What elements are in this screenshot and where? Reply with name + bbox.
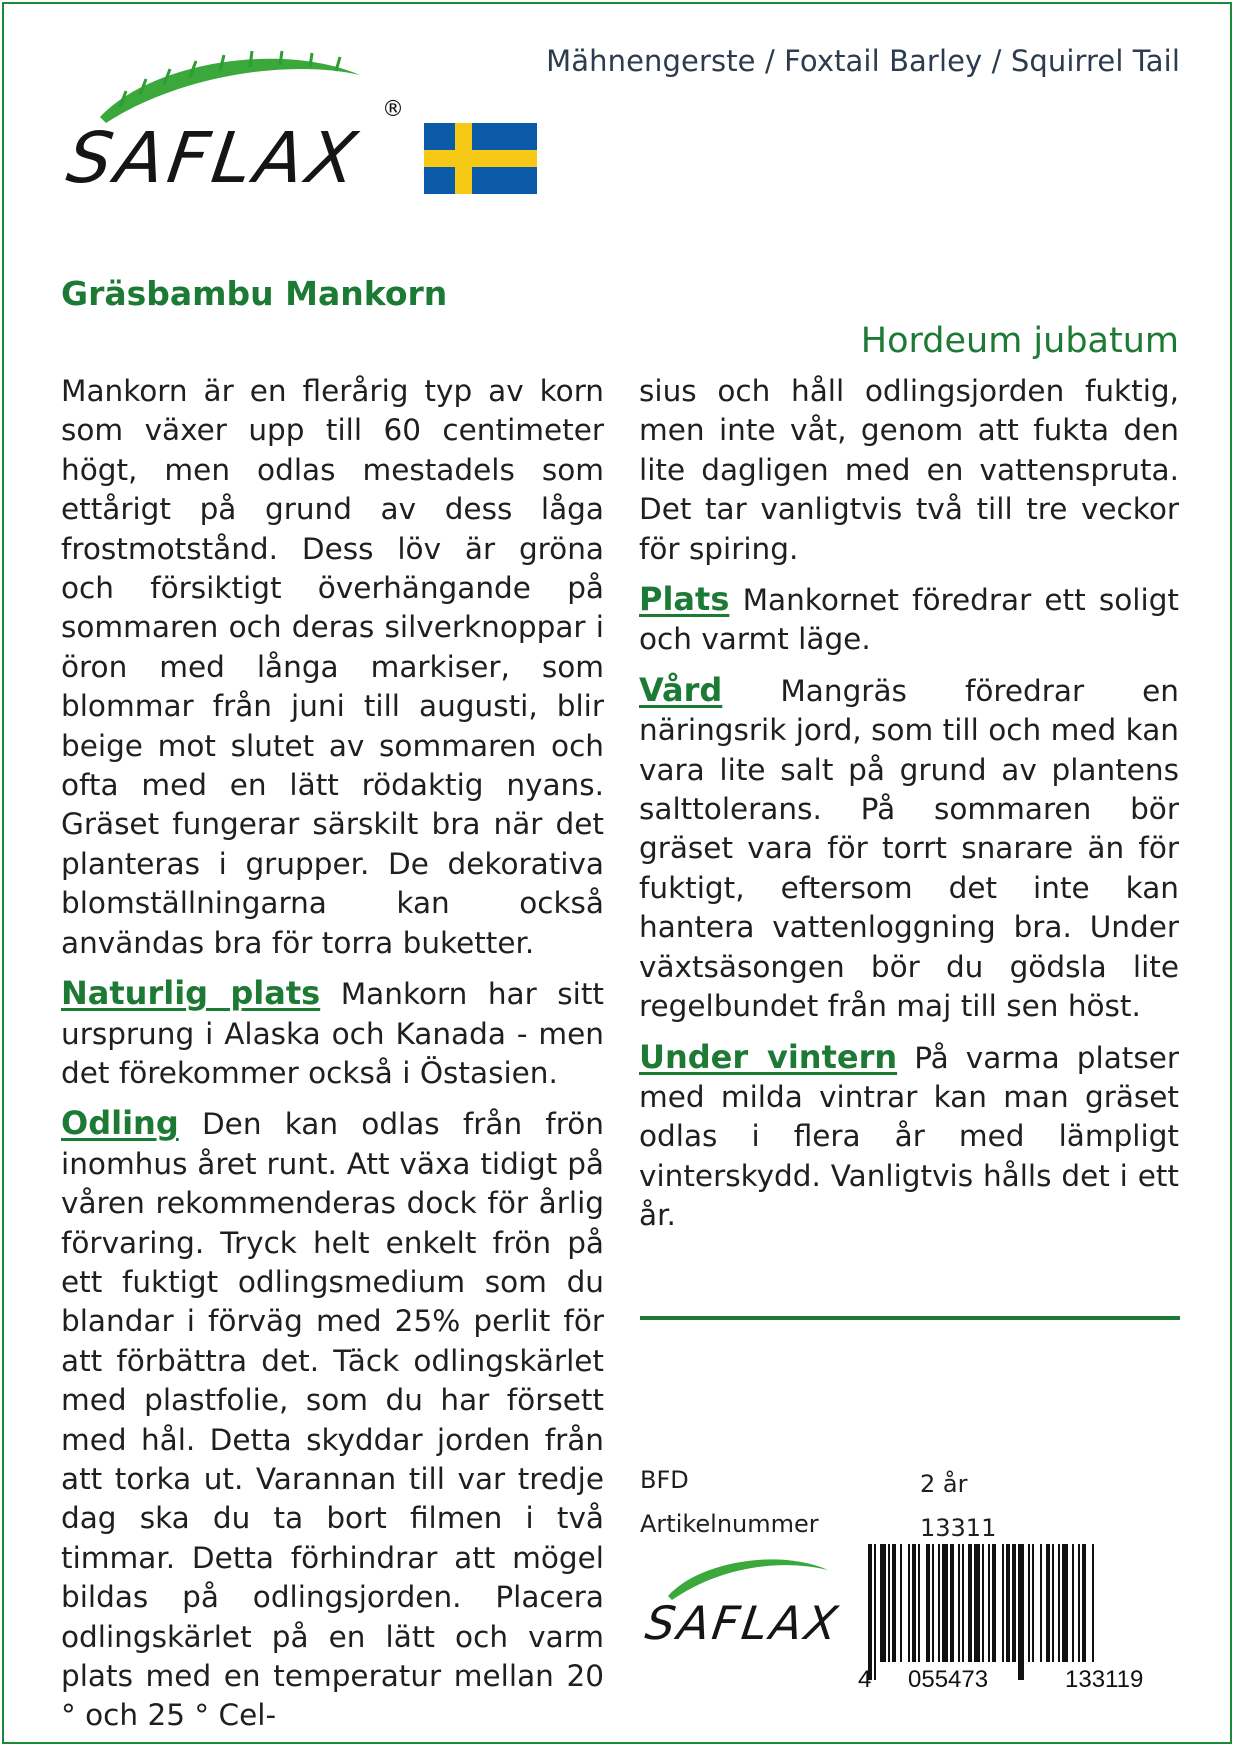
barcode-bar: [1078, 1544, 1080, 1662]
barcode-bar: [1040, 1544, 1042, 1662]
barcode-bar: [932, 1544, 934, 1662]
barcode-bar: [938, 1544, 940, 1662]
natural-location-heading: Naturlig plats: [61, 974, 321, 1013]
barcode-bar: [1046, 1544, 1050, 1662]
winter-text: På varma platser med milda vintrar kan man gräset odlas i flera år med lämpligt vinterskydd. Vanligtvis hålls det i ett år.: [639, 1040, 1179, 1233]
barcode-bar: [974, 1544, 980, 1662]
bfd-value: 2 år: [920, 1470, 968, 1498]
barcode-bar: [988, 1544, 990, 1662]
product-title: Gräsbambu Mankorn: [61, 274, 448, 313]
cultivation-heading: Odling: [61, 1104, 179, 1143]
intro-paragraph: Mankorn är en flerårig typ av korn som växer upp till 60 centimeter högt, men odlas mestadels som ettårigt på grund av dess låga frostmotstånd. Dess löv är gröna och försiktigt överhängande på sommaren och deras silverknoppar i öron med långa markiser, som blommar från juni till augusti, blir beige mot slutet av sommaren och ofta med en lätt rödaktig nyans. Gräset fungerar särskilt bra när det planteras i grupper. De dekorativa blomställningarna kan också användas bra för torra buketter.: [61, 374, 604, 960]
location-heading: Plats: [639, 580, 730, 619]
winter-heading: Under vintern: [639, 1037, 898, 1076]
barcode-bar: [1002, 1544, 1004, 1662]
barcode-bar: [982, 1544, 984, 1662]
left-column: [61, 372, 604, 1747]
care-paragraph: [639, 671, 1179, 1027]
brand-name: SAFLAX: [62, 117, 366, 199]
barcode-bar: [1012, 1544, 1016, 1662]
divider: [640, 1316, 1180, 1320]
barcode-bar: [880, 1544, 886, 1662]
barcode-bar: [992, 1544, 996, 1662]
right-column: [639, 372, 1179, 1247]
barcode-first-digit: 4: [858, 1666, 872, 1693]
barcode-bar: [950, 1544, 954, 1662]
location-paragraph: [639, 580, 1179, 660]
brand-name-small: SAFLAX: [642, 1596, 844, 1650]
barcode-bar: [1032, 1544, 1034, 1662]
swedish-flag-icon: [424, 123, 537, 194]
barcode-bar: [888, 1544, 890, 1662]
barcode-bar: [1052, 1544, 1054, 1662]
saflax-logo: [60, 45, 420, 205]
bfd-label: BFD: [640, 1466, 689, 1494]
article-number-label: Artikelnummer: [640, 1510, 819, 1538]
barcode-bar: [1072, 1544, 1074, 1662]
barcode-bar: [908, 1544, 910, 1662]
barcode-group-2: 133119: [1065, 1666, 1144, 1693]
location-text: Mankornet föredrar ett soligt och varmt läge.: [639, 583, 1179, 657]
barcode-bar: [942, 1544, 948, 1662]
barcode-bar: [900, 1544, 902, 1662]
barcode-bar: [1082, 1544, 1086, 1662]
barcode-bar: [926, 1544, 930, 1662]
barcode-bar: [892, 1544, 896, 1662]
registered-mark: ®: [382, 97, 404, 122]
barcode-bar: [1092, 1544, 1094, 1662]
barcode-bar: [1018, 1544, 1024, 1680]
barcode-bar: [1058, 1544, 1060, 1662]
barcode-bar: [1006, 1544, 1010, 1662]
barcode-bar: [958, 1544, 960, 1662]
cultivation-text: Den kan odlas från frön inomhus året runt. Att växa tidigt på våren rekommenderas dock för årlig förvaring. Tryck helt enkelt frön på ett fuktigt odlingsmedium som du blandar i förväg med 25% perlit för att förbättra det. Täck odlingskärlet med plastfolie, som du har försett med hål. Detta skyddar jorden från att torka ut. Varannan till var tredje dag ska du ta bort filmen i två timmar. Detta förhindrar att mögel bildas på odlingsjorden. Placera odlingskärlet på en lätt och varm plats med en temperatur mellan 20 ° och 25 ° Cel-: [61, 1107, 604, 1733]
cultivation-paragraph: [61, 1104, 604, 1736]
barcode-bar: [868, 1544, 872, 1680]
cultivation-continuation: sius och håll odlingsjorden fuktig, men inte våt, genom att fukta den lite dagligen med en vattenspruta. Det tar vanligtvis två till tre veckor för spiring.: [639, 374, 1179, 566]
common-names: Mähnengerste / Foxtail Barley / Squirrel Tail: [546, 44, 1180, 78]
article-number-value: 13311: [920, 1514, 997, 1542]
barcode-bar: [874, 1544, 876, 1680]
care-heading: Vård: [639, 670, 723, 709]
barcode-bar: [912, 1544, 916, 1662]
barcode-group-1: 055473: [908, 1666, 989, 1693]
barcode-bar: [1062, 1544, 1068, 1662]
barcode-bar: [962, 1544, 964, 1662]
barcode-bar: [1028, 1544, 1030, 1662]
barcode-bar: [968, 1544, 972, 1662]
barcode: [860, 1544, 1182, 1684]
natural-location-paragraph: [61, 974, 604, 1093]
care-text: Mangräs föredrar en näringsrik jord, som till och med kan vara lite salt på grund av plantens salttolerans. På sommaren bör gräset vara för torrt snarare än för fuktigt, eftersom det inte kan hantera vattenloggning bra. Under växtsäsongen bör du gödsla lite regelbundet från maj till sen höst.: [639, 673, 1179, 1024]
natural-location-text: Mankorn har sitt ursprung i Alaska och Kanada - men det förekommer också i Östasien.: [61, 977, 604, 1090]
latin-name: Hordeum jubatum: [860, 321, 1179, 361]
saflax-logo-small: [638, 1548, 858, 1658]
barcode-bar: [918, 1544, 920, 1662]
winter-paragraph: [639, 1038, 1179, 1236]
